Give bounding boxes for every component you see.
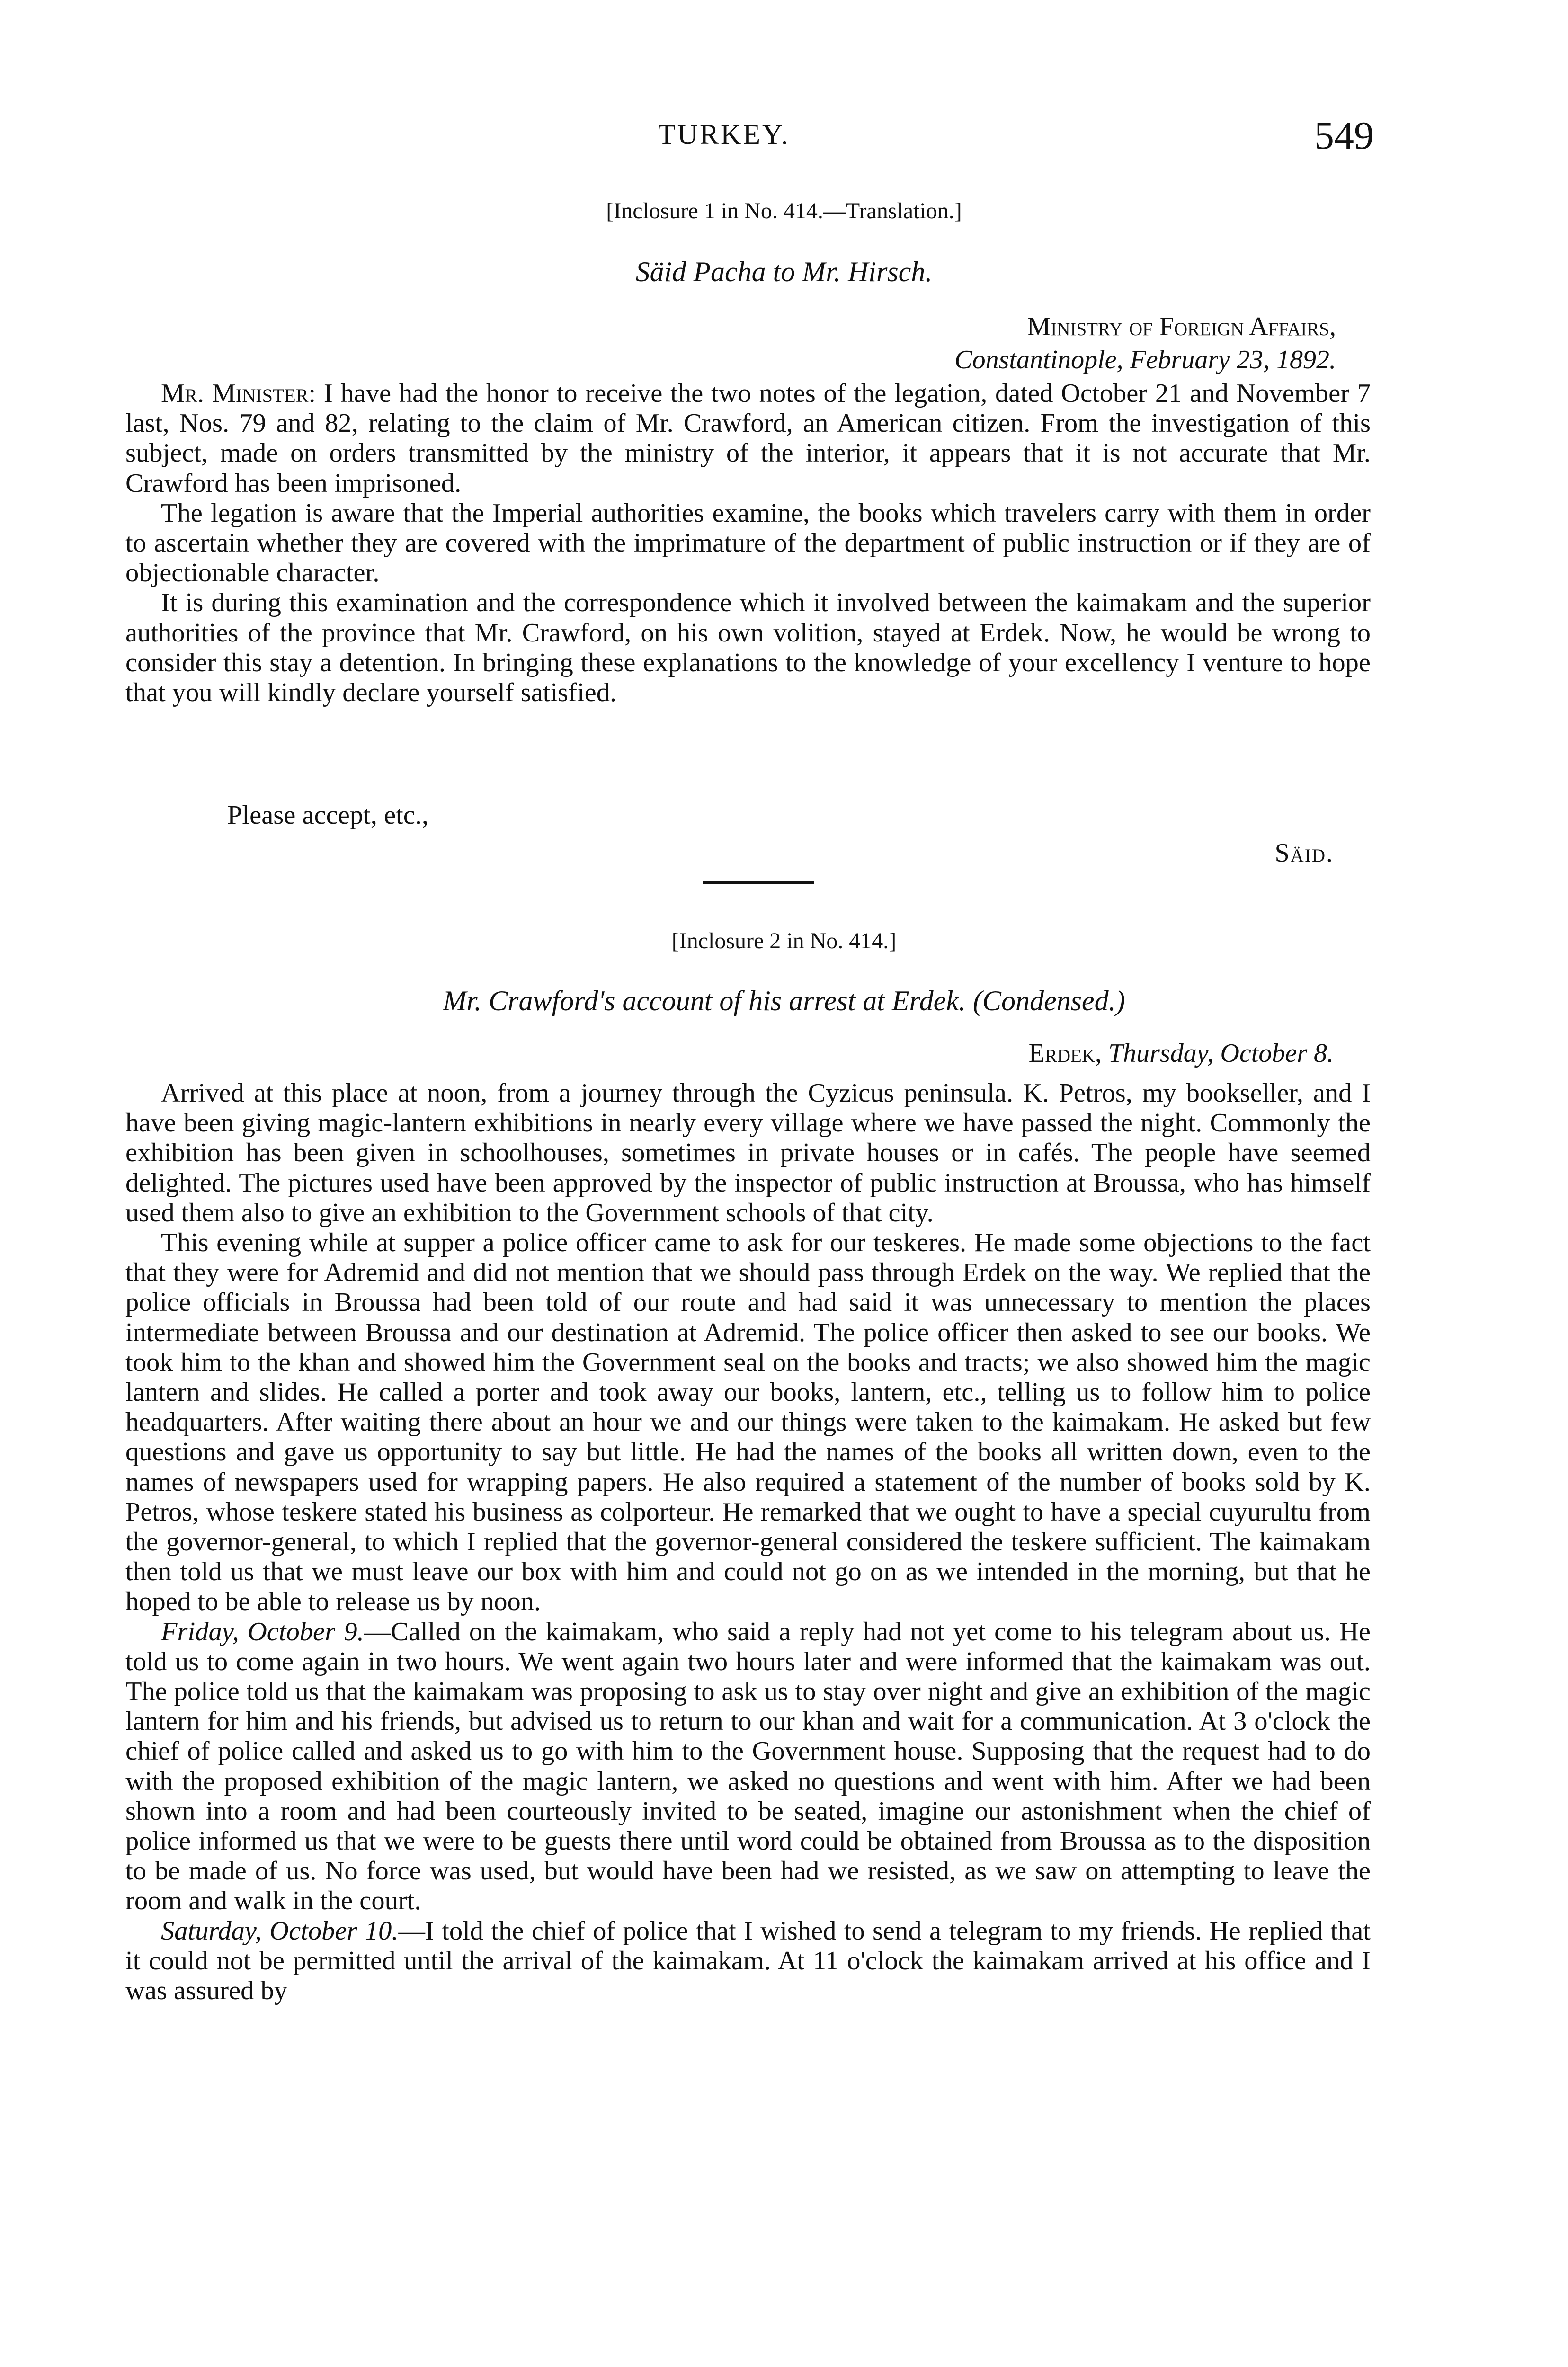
inclosure-2-paragraph-1: Arrived at this place at noon, from a journey through the Cyzicus peninsula. K. Petros, my bookseller, and I have been giving magic-lantern exhibitions in nearly every village where we have passed the night. Commonly the exhibition has been given in schoolhouses, sometimes in private houses or in cafés. The people have seemed delighted. The pictures used have been approved by the inspector of public instruction at Broussa, who has himself used them also to give an exhibition to the Government schools of that city. (125, 1078, 1371, 1228)
inclosure-2-paragraph-4 (125, 1916, 1371, 2006)
inclosure-1-paragraph-3: It is during this examination and the correspondence which it involved between the kaimakam and the superior authorities of the province that Mr. Crawford, on his own volition, stayed at Erdek. Now, he would be wrong to consider this stay a detention. In bringing these explanations to the knowledge of your excellency I venture to hope that you will kindly declare yourself satisfied. (125, 588, 1371, 708)
inclosure-1-caption: [Inclosure 1 in No. 414.—Translation.] (606, 198, 962, 223)
saturday-date: Saturday, October 10. (161, 1916, 399, 1946)
inclosure-2-body (125, 1078, 1371, 2006)
condensed-note: (Condensed.) (972, 985, 1125, 1016)
dateline-place: Erdek, (1028, 1039, 1102, 1068)
inclosure-2-caption: [Inclosure 2 in No. 414.] (671, 928, 897, 953)
page-number: 549 (1314, 114, 1374, 158)
saturday-text: —I told the chief of police that I wished to send a telegram to my friends. He replied that it could not be permitted until the arrival of the kaimakam. At 11 o'clock the kaimakam arrived at his office and I was assured by (125, 1916, 1371, 2006)
dateline-place-date: Constantinople, February 23, 1892. (954, 345, 1336, 374)
closing-line: Please accept, etc., (227, 801, 429, 830)
friday-text: —Called on the kaimakam, who said a reply had not yet come to his telegram about us. He told us to come again in two hours. We went again two hours later and were informed that the kaimakam was out. The police told us that the kaimakam was proposing to ask us to stay over night and give an exhibition of the magic lantern for him and his friends, but advised us to return to our khan and wait for a communication. At 3 o'clock the chief of police called and asked us to go with him to the Government house. Supposing that the request had to do with the proposed exhibition of the magic lantern, we asked no questions and went with him. After we had been shown into a room and had been courteously invited to be seated, imagine our astonishment when the chief of police informed us that we were to be guests there until word could be obtained from Broussa as to the disposition to be made of us. No force was used, but would have been had we resisted, as we saw on attempting to leave the room and walk in the court. (125, 1617, 1371, 1916)
inclosure-1-heading: Säid Pacha to Mr. Hirsch. (635, 256, 933, 287)
inclosure-1-body (125, 379, 1371, 708)
inclosure-2-dateline (1029, 1037, 1334, 1070)
section-divider (703, 881, 814, 884)
inclosure-1-paragraph-1 (125, 379, 1371, 498)
inclosure-2-paragraph-3 (125, 1617, 1371, 1916)
dateline-ministry: Ministry of Foreign Affairs, (1027, 312, 1336, 341)
signature: Säid. (1274, 838, 1334, 868)
inclosure-1-dateline (954, 310, 1336, 376)
inclosure-1-paragraph-2: The legation is aware that the Imperial authorities examine, the books which travelers carry with them in order to ascertain whether they are covered with the imprimature of the department of public instruction or if they are of objectionable character. (125, 498, 1371, 588)
running-head: TURKEY. (658, 119, 790, 150)
inclosure-2-paragraph-2: This evening while at supper a police officer came to ask for our teskeres. He made some objections to the fact that they were for Adremid and did not mention that we should pass through Erdek on the way. We replied that the police officials in Broussa had been told of our route and had said it was unnecessary to mention the places intermediate between Broussa and our destination at Adremid. The police officer then asked to see our books. We took him to the khan and showed him the Government seal on the books and tracts; we also showed him the magic lantern and slides. He called a porter and took away our books, lantern, etc., telling us to follow him to police headquarters. After waiting there about an hour we and our things were taken to the kaimakam. He asked but few questions and gave us opportunity to say but little. He had the names of the books all written down, even to the names of newspapers used for wrapping papers. He also required a statement of the number of books sold by K. Petros, whose teskere stated his business as colporteur. He remarked that we ought to have a special cuyurultu from the governor-general, to which I replied that the governor-general considered the teskere sufficient. The kaimakam then told us that we must leave our box with him and could not go on as we intended in the morning, but that he hoped to be able to release us by noon. (125, 1228, 1371, 1617)
salutation: Mr. Minister: (161, 379, 316, 408)
dateline-date: Thursday, October 8. (1108, 1039, 1334, 1068)
friday-date: Friday, October 9. (161, 1617, 364, 1646)
account-title: Mr. Crawford's account of his arrest at Erdek. (443, 985, 966, 1016)
paragraph-1-text: I have had the honor to receive the two notes of the legation, dated October 21 and November 7 last, Nos. 79 and 82, relating to the claim of Mr. Crawford, an American citizen. From the investigation of this subject, made on orders transmitted by the ministry of the interior, it appears that it is not accurate that Mr. Crawford has been imprisoned. (125, 379, 1371, 498)
inclosure-2-heading (0, 985, 1568, 1017)
